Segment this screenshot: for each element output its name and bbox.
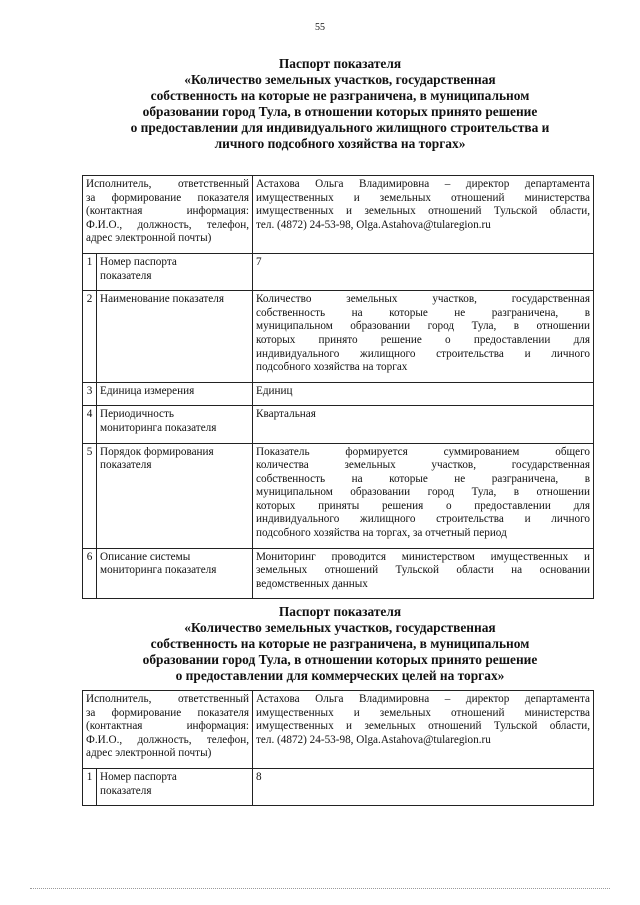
passport-2-table: [82, 690, 594, 806]
row-label: [97, 443, 253, 548]
executor-label-line: (контактная информация:: [86, 720, 250, 733]
passport-title-line: собственность на которые не разграничена, в муниципальном: [150, 636, 530, 651]
executor-label-cell: [83, 691, 253, 769]
executor-value-line: тел. (4872) 24-53-98, Olga.Astahova@tularegion.ru: [256, 218, 491, 231]
passport-title-line: образовании город Тула, в отношении которых принято решение: [142, 652, 538, 667]
row-value-line: ведомственных данных: [256, 577, 368, 590]
row-label: [97, 768, 253, 805]
executor-label-line: Исполнитель, ответственный: [86, 178, 250, 190]
row-number: 4: [83, 406, 97, 443]
executor-value-line: имущественных и земельных отношений Тульской области,: [256, 205, 590, 218]
table-row: [83, 291, 594, 383]
row-label-line: показателя: [100, 269, 152, 282]
row-number: 5: [83, 443, 97, 548]
executor-label-line: адрес электронной почты): [86, 747, 212, 760]
executor-value-cell: [253, 691, 594, 769]
passport-title-line: «Количество земельных участков, государственная: [184, 72, 496, 87]
row-value-line: индивидуального жилищного строительства и личного: [256, 347, 590, 360]
executor-value-line: тел. (4872) 24-53-98, Olga.Astahova@tularegion.ru: [256, 733, 491, 746]
row-value: [253, 768, 594, 805]
executor-label-line: Исполнитель, ответственный: [86, 693, 250, 705]
passport-title-line: о предоставлении для индивидуального жилищного строительства и: [130, 120, 550, 135]
row-label-line: мониторинга показателя: [100, 421, 217, 434]
row-label: [97, 406, 253, 443]
executor-label-line: (контактная информация:: [86, 205, 250, 218]
row-value-line: собственность на которые не разграничена, в: [256, 472, 590, 485]
table-row: [83, 382, 594, 406]
executor-label-line: адрес электронной почты): [86, 232, 212, 245]
row-value-line: земельных отношений Тульской области на основании: [256, 564, 590, 577]
row-label-line: Номер паспорта: [100, 770, 177, 783]
executor-label-line: за формирование показателя: [86, 706, 250, 719]
row-number: 6: [83, 548, 97, 599]
row-label-line: Порядок формирования: [100, 445, 214, 458]
row-label-line: Номер паспорта: [100, 255, 177, 268]
row-number: 3: [83, 382, 97, 406]
row-label-line: Периодичность: [100, 408, 175, 421]
row-value-line: 7: [256, 255, 262, 268]
executor-value-line: Астахова Ольга Владимировна – директор департамента: [256, 178, 590, 190]
row-value-line: количества земельных участков, государственная: [256, 459, 590, 472]
passport-title-line: образовании город Тула, в отношении которых принято решение: [142, 104, 538, 119]
row-label-line: Наименование показателя: [100, 293, 224, 306]
table-row: [83, 253, 594, 290]
passport-title-line: Паспорт показателя: [278, 56, 402, 71]
row-value-line: индивидуального жилищного строительства и личного: [256, 513, 590, 526]
executor-label-line: Ф.И.О., должность, телефон,: [86, 733, 250, 746]
executor-label-line: Ф.И.О., должность, телефон,: [86, 218, 250, 231]
row-value-line: подсобного хозяйства на торгах, за отчетный период: [256, 527, 507, 540]
passport-1-table: [82, 175, 594, 599]
row-label-line: Описание системы: [100, 550, 191, 563]
row-label-line: показателя: [100, 459, 152, 472]
row-value-line: Единиц: [256, 384, 293, 397]
row-value-line: муниципальном образовании город Тула, в отношении: [256, 486, 590, 499]
executor-value-line: имущественных и земельных отношений министерства: [256, 706, 590, 719]
row-value: [253, 382, 594, 406]
table-row: [83, 406, 594, 443]
row-value: [253, 406, 594, 443]
row-number: 2: [83, 291, 97, 383]
executor-row: [83, 176, 594, 254]
passport-1-title: [60, 56, 620, 152]
row-value: [253, 548, 594, 599]
row-value-line: Количество земельных участков, государственная: [256, 293, 590, 306]
row-value-line: 8: [256, 770, 262, 783]
executor-label-cell: [83, 176, 253, 254]
row-number: 1: [83, 768, 97, 805]
row-label-line: показателя: [100, 784, 152, 797]
passport-title-line: личного подсобного хозяйства на торгах»: [214, 136, 466, 151]
row-value-line: Мониторинг проводится министерством имущественных и: [256, 550, 590, 563]
table-row: [83, 548, 594, 599]
row-number: 1: [83, 253, 97, 290]
table-row: [83, 768, 594, 805]
row-value-line: которых принято решение о предоставлении для: [256, 333, 590, 346]
row-value-line: которых приняты решения о предоставлении для: [256, 499, 590, 512]
passport-2-title: [60, 604, 620, 684]
row-value-line: Квартальная: [256, 408, 316, 421]
row-label: [97, 291, 253, 383]
passport-title-line: Паспорт показателя: [278, 604, 402, 619]
row-value-line: собственность на которые не разграничена, в: [256, 306, 590, 319]
page-number: 55: [315, 22, 325, 33]
row-value-line: муниципальном образовании город Тула, в отношении: [256, 320, 590, 333]
row-label: [97, 253, 253, 290]
passport-title-line: «Количество земельных участков, государственная: [184, 620, 496, 635]
row-label: [97, 382, 253, 406]
scan-edge-artifact: [30, 888, 610, 891]
row-value-line: подсобного хозяйства на торгах: [256, 361, 408, 374]
row-value: [253, 443, 594, 548]
executor-value-line: Астахова Ольга Владимировна – директор департамента: [256, 693, 590, 705]
passport-title-line: собственность на которые не разграничена, в муниципальном: [150, 88, 530, 103]
passport-title-line: о предоставлении для коммерческих целей на торгах»: [175, 668, 505, 683]
row-label-line: Единица измерения: [100, 384, 195, 397]
row-value: [253, 291, 594, 383]
executor-row: [83, 691, 594, 769]
row-value-line: Показатель формируется суммированием общего: [256, 445, 590, 458]
executor-label-line: за формирование показателя: [86, 191, 250, 204]
row-label-line: мониторинга показателя: [100, 564, 217, 577]
executor-value-line: имущественных и земельных отношений Тульской области,: [256, 720, 590, 733]
row-value: [253, 253, 594, 290]
executor-value-cell: [253, 176, 594, 254]
row-label: [97, 548, 253, 599]
executor-value-line: имущественных и земельных отношений министерства: [256, 191, 590, 204]
table-row: [83, 443, 594, 548]
